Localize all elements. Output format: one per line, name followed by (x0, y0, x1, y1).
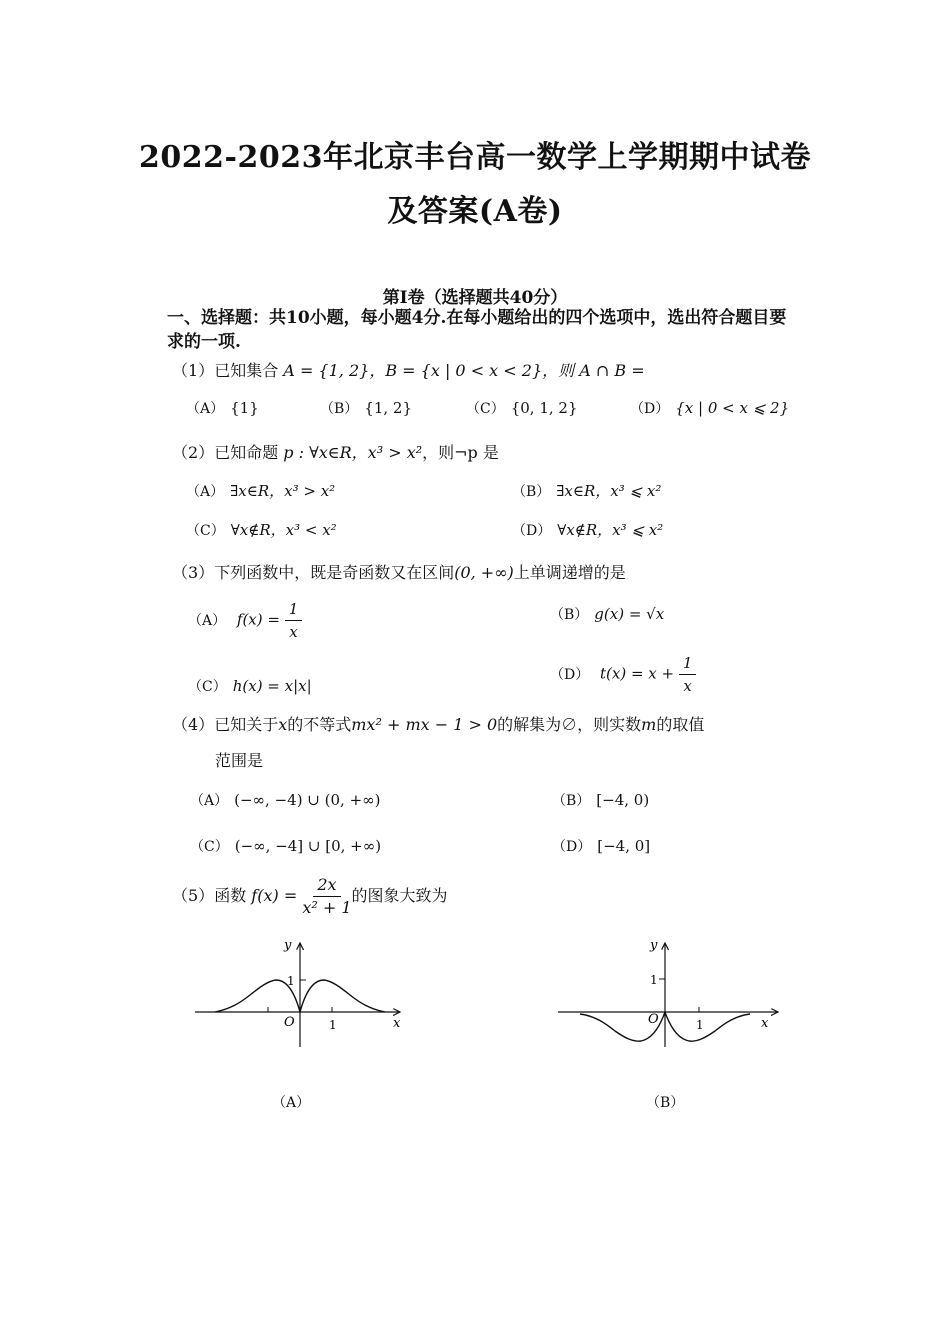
question-3-option-d[interactable]: （D） t(x) = x + $\frac{1}{x}$ (550, 652, 696, 697)
question-text: 已知命题 (214, 443, 279, 462)
question-4-option-a[interactable]: （A） (−∞, −4) ∪ (0, +∞) (190, 791, 381, 809)
question-2-option-a[interactable]: （A） ∃x∈R，x³ > x² (186, 482, 336, 500)
tick-y-label: 1 (287, 974, 295, 988)
question-text-end: ，则¬p 是 (422, 443, 499, 462)
question-5-stem: （5）函数 f(x) = $\frac{2x}{\text{x² + 1}}$ 的图象大致为 (172, 875, 448, 917)
question-number: （4） (172, 715, 215, 734)
fraction: $\frac{1}{x}$ (285, 598, 303, 643)
question-math: (0, +∞) (454, 563, 514, 582)
question-text: 下列函数中，既是奇函数又在区间 (214, 563, 455, 582)
tick-y-label: 1 (650, 973, 658, 987)
question-4-stem-continued: 范围是 (215, 751, 264, 770)
question-math: A = {1, 2}，B = {x | 0 < x < 2}，则 A ∩ B = (283, 361, 645, 380)
x-label: x (761, 1016, 769, 1031)
question-2-option-d[interactable]: （D） ∀x∉R，x³ ⩽ x² (512, 521, 664, 539)
question-2-option-c[interactable]: （C） ∀x∉R，x³ < x² (186, 521, 337, 539)
instructions: 一、选择题：共10小题，每小题4分.在每小题给出的四个选项中，选出符合题目要求的一项. (167, 308, 787, 352)
question-3-stem (172, 560, 626, 583)
question-2-option-b[interactable]: （B） ∃x∈R，x³ ⩽ x² (512, 482, 662, 500)
exam-title-line2: 及答案(A卷) (387, 194, 563, 229)
graph-b[interactable] (553, 935, 783, 1050)
question-number: （2） (172, 443, 215, 462)
origin-label: O (284, 1015, 295, 1030)
question-number: （5） (172, 886, 215, 905)
section-header: 第Ⅰ卷（选择题共40分） (382, 288, 568, 308)
question-text: 已知集合 (214, 361, 279, 380)
question-number: （3） (172, 563, 215, 582)
exam-title-line1: 2022-2023年北京丰台高一数学上学期期中试卷 (139, 140, 811, 175)
question-3-option-a[interactable]: （A） f(x) = $\frac{1}{x}$ (188, 598, 302, 643)
y-label: y (284, 938, 292, 953)
question-4-stem: （4）已知关于x的不等式mx² + mx − 1 > 0的解集为∅，则实数m的取值 (172, 715, 705, 734)
fraction: $\frac{2x}{\text{x² + 1}}$ (302, 875, 352, 917)
tick-x-label: 1 (329, 1018, 337, 1032)
question-text-end: 上单调递增的是 (513, 563, 626, 582)
tick-x-label: 1 (696, 1018, 704, 1032)
origin-label: O (648, 1012, 659, 1027)
question-4-option-c[interactable]: （C） (−∞, −4] ∪ [0, +∞) (190, 837, 382, 855)
question-2-stem (172, 440, 499, 463)
graph-b-caption: （B） (646, 1095, 685, 1111)
question-3-option-b[interactable]: （B） g(x) = √x (550, 605, 665, 623)
question-1-option-c[interactable]: （C） {0, 1, 2} (466, 399, 578, 417)
graph-a[interactable] (190, 935, 420, 1050)
question-number: （1） (172, 361, 215, 380)
question-1-option-a[interactable]: （A） {1} (186, 399, 259, 417)
question-1-stem (172, 358, 645, 381)
question-4-option-d[interactable]: （D） [−4, 0] (552, 837, 651, 855)
y-label: y (650, 938, 658, 953)
graph-a-caption: （A） (272, 1095, 311, 1111)
question-1-option-d[interactable]: （D） {x | 0 < x ⩽ 2} (630, 399, 790, 417)
x-label: x (393, 1016, 401, 1031)
question-1-option-b[interactable]: （B） {1, 2} (320, 399, 413, 417)
question-math: p : ∀x∈R，x³ > x² (283, 443, 423, 462)
fraction: $\frac{1}{x}$ (679, 652, 697, 697)
question-4-option-b[interactable]: （B） [−4, 0) (552, 791, 650, 809)
question-3-option-c[interactable]: （C） h(x) = x|x| (188, 677, 312, 695)
